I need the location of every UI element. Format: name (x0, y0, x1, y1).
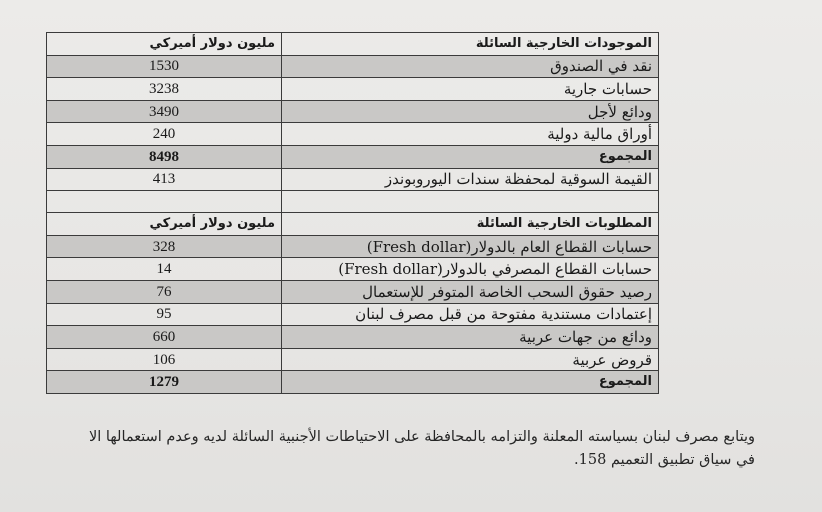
liabilities-header-unit: مليون دولار أميركي (47, 213, 282, 236)
row-value: 660 (47, 326, 282, 349)
row-value: 3490 (47, 100, 282, 123)
assets-header-label: الموجودات الخارجية السائلة (282, 33, 659, 56)
assets-total-row (47, 145, 659, 168)
row-value: 3238 (47, 78, 282, 101)
table-row (47, 258, 659, 281)
row-value: 76 (47, 280, 282, 303)
table-row (47, 326, 659, 349)
assets-header-row (47, 33, 659, 56)
reserves-table (46, 32, 659, 394)
row-label: ودائع من جهات عربية (282, 326, 659, 349)
table-row (47, 235, 659, 258)
table-row (47, 123, 659, 146)
table-row (47, 280, 659, 303)
liabilities-total-row (47, 371, 659, 394)
liabilities-header-row (47, 213, 659, 236)
liabilities-header-label: المطلوبات الخارجية السائلة (282, 213, 659, 236)
row-value: 240 (47, 123, 282, 146)
row-label: حسابات القطاع المصرفي بالدولار(Fresh dollar) (282, 258, 659, 281)
row-label: ودائع لأجل (282, 100, 659, 123)
market-value-amount: 413 (47, 168, 282, 191)
row-label: نقد في الصندوق (282, 55, 659, 78)
row-label: إعتمادات مستندية مفتوحة من قبل مصرف لبنان (282, 303, 659, 326)
row-label: قروض عربية (282, 348, 659, 371)
spacer-row (47, 191, 659, 213)
row-label: أوراق مالية دولية (282, 123, 659, 146)
row-value: 14 (47, 258, 282, 281)
table-row (47, 78, 659, 101)
table-row (47, 55, 659, 78)
paragraph-line: ويتابع مصرف لبنان بسياسته المعلنة والتزامه بالمحافظة على الاحتياطات الأجنبية السائلة لديه وعدم استعمالها الا (89, 429, 755, 445)
row-value: 106 (47, 348, 282, 371)
row-label: حسابات القطاع العام بالدولار(Fresh dollar) (282, 235, 659, 258)
spacer-cell (47, 191, 282, 213)
liabilities-total-label: المجموع (282, 371, 659, 394)
table-row (47, 303, 659, 326)
liabilities-total-value: 1279 (47, 371, 282, 394)
paragraph-line: في سياق تطبيق التعميم 158. (574, 452, 755, 468)
assets-total-value: 8498 (47, 145, 282, 168)
assets-total-label: المجموع (282, 145, 659, 168)
row-label: حسابات جارية (282, 78, 659, 101)
row-value: 95 (47, 303, 282, 326)
table-row (47, 348, 659, 371)
closing-paragraph (35, 426, 755, 472)
row-value: 328 (47, 235, 282, 258)
market-value-label: القيمة السوقية لمحفظة سندات اليوروبوندز (282, 168, 659, 191)
row-label: رصيد حقوق السحب الخاصة المتوفر للإستعمال (282, 280, 659, 303)
row-value: 1530 (47, 55, 282, 78)
market-value-row (47, 168, 659, 191)
spacer-cell (282, 191, 659, 213)
assets-header-unit: مليون دولار أميركي (47, 33, 282, 56)
table-row (47, 100, 659, 123)
